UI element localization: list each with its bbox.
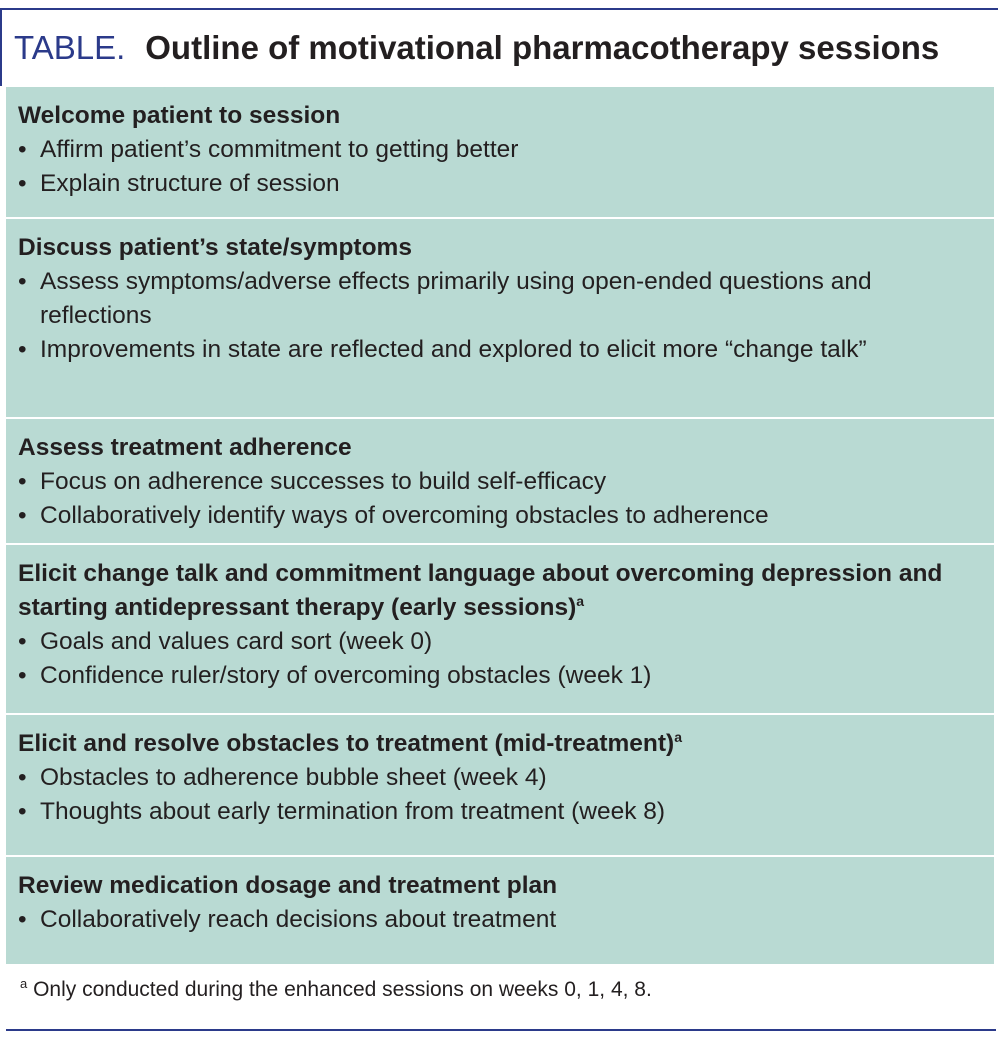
bullet-icon: • xyxy=(18,268,27,295)
bullet-text: Explain structure of session xyxy=(40,170,340,197)
bullet-item xyxy=(18,659,994,693)
bullet-item xyxy=(18,795,994,829)
bullet-icon: • xyxy=(18,764,27,791)
footnote-marker: a xyxy=(20,976,28,991)
section-heading: Review medication dosage and treatment plan xyxy=(18,872,558,899)
bullet-text: Thoughts about early termination from treatment (week 8) xyxy=(40,798,666,825)
footnote-text: Only conducted during the enhanced sessions on weeks 0, 1, 4, 8. xyxy=(33,978,652,1001)
bullet-text: Improvements in state are reflected and explored to elicit more “change talk” xyxy=(40,336,867,363)
bullet-text: Obstacles to adherence bubble sheet (week 4) xyxy=(40,764,547,791)
bullet-text: Goals and values card sort (week 0) xyxy=(40,628,433,655)
table-footnote xyxy=(20,978,652,1002)
bullet-text: Confidence ruler/story of overcoming obstacles (week 1) xyxy=(40,662,652,689)
bullet-item xyxy=(18,167,994,201)
section-heading: Assess treatment adherence xyxy=(18,434,352,461)
bullet-text: Collaboratively reach decisions about treatment xyxy=(40,906,557,933)
bullet-icon: • xyxy=(18,502,27,529)
session-section xyxy=(6,715,994,857)
bullet-item xyxy=(18,265,994,333)
bullet-item xyxy=(18,625,994,659)
bullet-item xyxy=(18,465,994,499)
table-title: Outline of motivational pharmacotherapy sessions xyxy=(145,29,940,66)
session-section xyxy=(6,419,994,545)
session-section xyxy=(6,87,994,219)
section-heading: Elicit change talk and commitment language about overcoming depression and starting antidepressant therapy (early sessions)$^a$ xyxy=(18,560,943,621)
bullet-icon: • xyxy=(18,906,27,933)
session-section xyxy=(6,857,994,964)
session-section xyxy=(6,545,994,715)
section-heading: Welcome patient to session xyxy=(18,102,341,129)
footnote-marker: a xyxy=(674,728,683,745)
bullet-icon: • xyxy=(18,136,27,163)
bullet-icon: • xyxy=(18,468,27,495)
bullet-icon: • xyxy=(18,170,27,197)
bullet-icon: • xyxy=(18,798,27,825)
bullet-text: Focus on adherence successes to build self-efficacy xyxy=(40,468,607,495)
bullet-text: Affirm patient’s commitment to getting better xyxy=(40,136,519,163)
table-label: TABLE. xyxy=(14,29,126,66)
bullet-item xyxy=(18,499,994,533)
bullet-item xyxy=(18,333,994,367)
session-section xyxy=(6,219,994,419)
bullet-text: Collaboratively identify ways of overcoming obstacles to adherence xyxy=(40,502,769,529)
bottom-rule xyxy=(6,1029,996,1031)
bullet-icon: • xyxy=(18,336,27,363)
bullet-item xyxy=(18,761,994,795)
section-heading: Discuss patient’s state/symptoms xyxy=(18,234,412,261)
bullet-icon: • xyxy=(18,628,27,655)
bullet-item xyxy=(18,903,994,937)
footnote-marker: a xyxy=(576,592,585,609)
table-title-bar xyxy=(0,10,998,86)
bullet-item xyxy=(18,133,994,167)
bullet-text: Assess symptoms/adverse effects primarily using open-ended questions and reflections xyxy=(40,268,872,329)
table-body xyxy=(6,87,994,964)
bullet-icon: • xyxy=(18,662,27,689)
section-heading: Elicit and resolve obstacles to treatment (mid-treatment)$^a$ xyxy=(18,728,683,757)
